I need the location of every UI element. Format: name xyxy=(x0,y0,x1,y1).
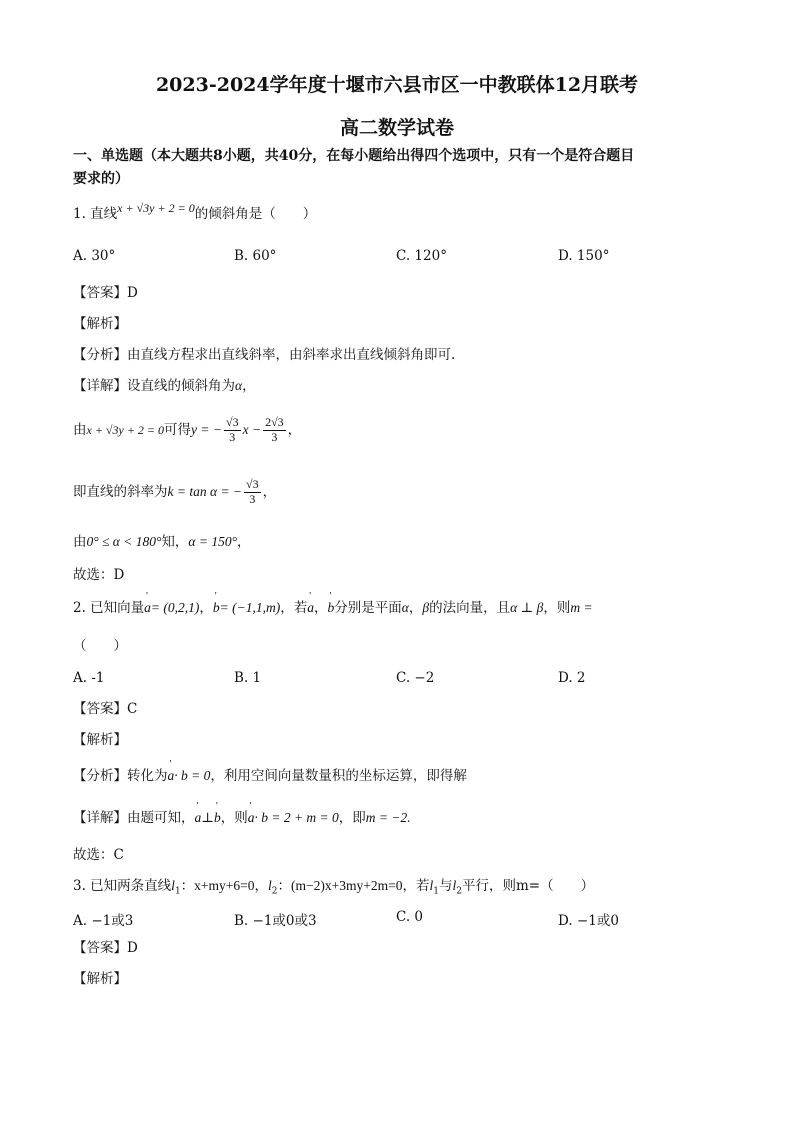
fenxi-label: 【分析】 xyxy=(73,347,127,363)
fenxi-label: 【分析】 xyxy=(73,768,127,784)
q2-detail-pre: 由题可知， xyxy=(127,810,195,826)
q2-detail-eq: · b = 2 + m = 0 xyxy=(254,810,339,825)
section-heading-line1: 一、单选题（本大题共8小题，共40分，在每小题给出得四个选项中，只有一个是符合题目 xyxy=(73,148,635,164)
q2-detail-res: m = −2. xyxy=(365,810,411,825)
exam-subtitle: 高二数学试卷 xyxy=(339,117,454,139)
answer-label: 【答案】 xyxy=(73,940,127,956)
q2-option-d: D. 2 xyxy=(558,670,586,686)
q3-l2: l xyxy=(268,878,272,893)
q1-choice xyxy=(73,567,124,583)
q2-choice xyxy=(73,847,124,863)
q3-l2b: l xyxy=(452,878,457,893)
question-3 xyxy=(73,878,594,897)
q3-analysis-label xyxy=(73,971,127,987)
q1-detail-2 xyxy=(73,416,301,445)
vector-a: ' a xyxy=(144,600,151,616)
q2-line2: （ ） xyxy=(73,638,127,654)
q1-detail1-post: ， xyxy=(242,378,256,394)
q1-detail2-post: ， xyxy=(287,421,302,438)
q1-frac-3 xyxy=(244,478,261,507)
question-2 xyxy=(73,600,593,616)
q3-option-b: B. −1或0或3 xyxy=(234,913,317,929)
q1-detail2-pre: 由 xyxy=(73,421,87,438)
q3-option-c: C. 0 xyxy=(396,909,424,925)
q3-l2-sub: 2 xyxy=(271,886,278,897)
exam-title: 2023-2024学年度十堰市六县市区一中教联体12月联考 xyxy=(155,74,639,96)
q1-frac2-den: 3 xyxy=(271,429,278,444)
answer-label: 【答案】 xyxy=(73,285,127,301)
analysis-label: 【解析】 xyxy=(73,316,127,332)
q2-va-value: = (0,2,1) xyxy=(150,600,200,615)
q2-mid2: ， xyxy=(314,600,328,616)
q1-detail3-eq: k = tan α = − xyxy=(167,483,243,499)
q1-detail2-x: x − xyxy=(242,421,262,437)
q3-option-a: A. −1或3 xyxy=(73,913,134,929)
q1-equation: x + √3y + 2 = 0 xyxy=(117,201,195,215)
q1-detail4-res: α = 150° xyxy=(188,534,238,549)
q1-detail-4 xyxy=(73,534,251,550)
q2-option-b: B. 1 xyxy=(234,670,262,686)
q2-fenxi xyxy=(73,768,467,784)
q3-l1b: l xyxy=(429,878,434,893)
q1-detail4-mid: 知， xyxy=(161,534,189,550)
q1-detail3-pre: 即直线的斜率为 xyxy=(73,483,168,500)
q2-option-c: C. −2 xyxy=(396,670,435,686)
q3-tail: 平行，则m=（ ） xyxy=(461,878,595,894)
q1-choice-value: D xyxy=(113,567,125,583)
q2-mid6: ，则 xyxy=(543,600,571,616)
vector-a: ' a xyxy=(248,810,255,826)
q3-l2b-sub: 2 xyxy=(456,886,462,897)
q1-option-a: A. 30° xyxy=(73,248,116,264)
q1-detail4-pre: 由 xyxy=(73,534,87,550)
section-heading-line2: 要求的） xyxy=(73,171,129,187)
guxuan-label: 故选： xyxy=(73,567,114,583)
q1-answer xyxy=(73,285,138,301)
q2-m: m = xyxy=(570,600,593,615)
q2-answer-value: C xyxy=(127,701,138,717)
q2-perp: α ⊥ β xyxy=(510,600,544,615)
q1-fenxi xyxy=(73,347,455,363)
analysis-label: 【解析】 xyxy=(73,732,127,748)
vector-b: ' b xyxy=(213,600,220,616)
q3-l2-eq: ：(m−2)x+3my+2m=0，若 xyxy=(277,878,430,893)
q2-fenxi-post: ，利用空间向量数量积的坐标运算，即得解 xyxy=(210,768,467,784)
q1-frac1-num: √3 xyxy=(226,415,239,429)
q3-text-pre: 3. 已知两条直线 xyxy=(73,878,172,894)
q1-tail: 的倾斜角是（ ） xyxy=(194,206,317,222)
q3-answer-value: D xyxy=(127,940,138,956)
vector-b: ' b xyxy=(328,600,335,616)
q1-detail2-eq: x + √3y + 2 = 0 xyxy=(86,422,165,437)
q2-detail-mid: ，则 xyxy=(220,810,248,826)
q2-beta: β xyxy=(422,600,430,615)
vector-a: ' a xyxy=(168,768,175,784)
q1-fenxi-text: 由直线方程求出直线斜率，由斜率求出直线倾斜角即可. xyxy=(127,347,456,363)
q2-detail-perp: ⊥ xyxy=(201,810,214,825)
q2-fenxi-pre: 转化为 xyxy=(127,768,168,784)
q1-frac-2 xyxy=(263,416,286,445)
answer-label: 【答案】 xyxy=(73,701,127,717)
q2-mid3: 分别是平面 xyxy=(334,600,402,616)
q2-mid1: ，若 xyxy=(280,600,308,616)
question-1 xyxy=(73,201,317,222)
q2-detail-mid2: ，即 xyxy=(338,810,366,826)
q1-frac3-num: √3 xyxy=(246,477,259,491)
q1-number: 1. 直线 xyxy=(73,206,118,222)
xiangjie-label: 【详解】 xyxy=(73,810,127,826)
q1-frac2-num: 2√3 xyxy=(265,415,284,429)
q1-option-b: B. 60° xyxy=(234,248,277,264)
q1-answer-value: D xyxy=(127,285,138,301)
q2-choice-value: C xyxy=(113,847,124,863)
q1-detail-3 xyxy=(73,478,276,507)
q1-detail4-range: 0° ≤ α < 180° xyxy=(86,534,162,549)
q1-analysis-label xyxy=(73,316,127,332)
q2-detail xyxy=(73,810,411,826)
q2-number: 2. 已知向量 xyxy=(73,600,145,616)
q3-yu: 与 xyxy=(438,878,453,894)
q3-l1: l xyxy=(171,878,175,893)
q3-option-d: D. −1或0 xyxy=(558,913,619,929)
q2-option-a: A. -1 xyxy=(73,670,105,686)
q1-detail2-y: y = − xyxy=(191,421,222,437)
q2-answer xyxy=(73,701,137,717)
q2-fenxi-eq: · b = 0 xyxy=(174,768,211,783)
q2-sep1: ， xyxy=(199,600,213,616)
q1-detail4-post: ， xyxy=(237,534,251,550)
q1-option-d: D. 150° xyxy=(558,248,610,264)
q1-detail3-post: ， xyxy=(262,483,277,500)
q1-frac-1 xyxy=(224,416,241,445)
analysis-label: 【解析】 xyxy=(73,971,127,987)
q1-frac3-den: 3 xyxy=(249,491,256,506)
q1-detail1-pre: 设直线的倾斜角为 xyxy=(127,378,235,394)
q1-detail1-var: α xyxy=(235,378,243,393)
q2-mid4: ， xyxy=(408,600,423,616)
vector-a: ' a xyxy=(195,810,202,826)
xiangjie-label: 【详解】 xyxy=(73,378,127,394)
q3-l1-sub: 1 xyxy=(174,886,181,897)
vector-a: ' a xyxy=(307,600,314,616)
q1-detail2-mid: 可得 xyxy=(164,421,192,438)
q2-alpha: α xyxy=(401,600,409,615)
q2-mid5: 的法向量，且 xyxy=(429,600,511,616)
q2-vb-value: = (−1,1,m) xyxy=(219,600,281,615)
guxuan-label: 故选： xyxy=(73,847,114,863)
q3-l1-eq: ：x+my+6=0， xyxy=(180,878,269,893)
q1-option-c: C. 120° xyxy=(396,248,447,264)
q2-analysis-label xyxy=(73,732,127,748)
q3-answer xyxy=(73,940,138,956)
q1-frac1-den: 3 xyxy=(229,429,236,444)
q1-detail-1 xyxy=(73,378,256,394)
vector-b: ' b xyxy=(214,810,221,826)
q3-l1b-sub: 1 xyxy=(433,886,439,897)
